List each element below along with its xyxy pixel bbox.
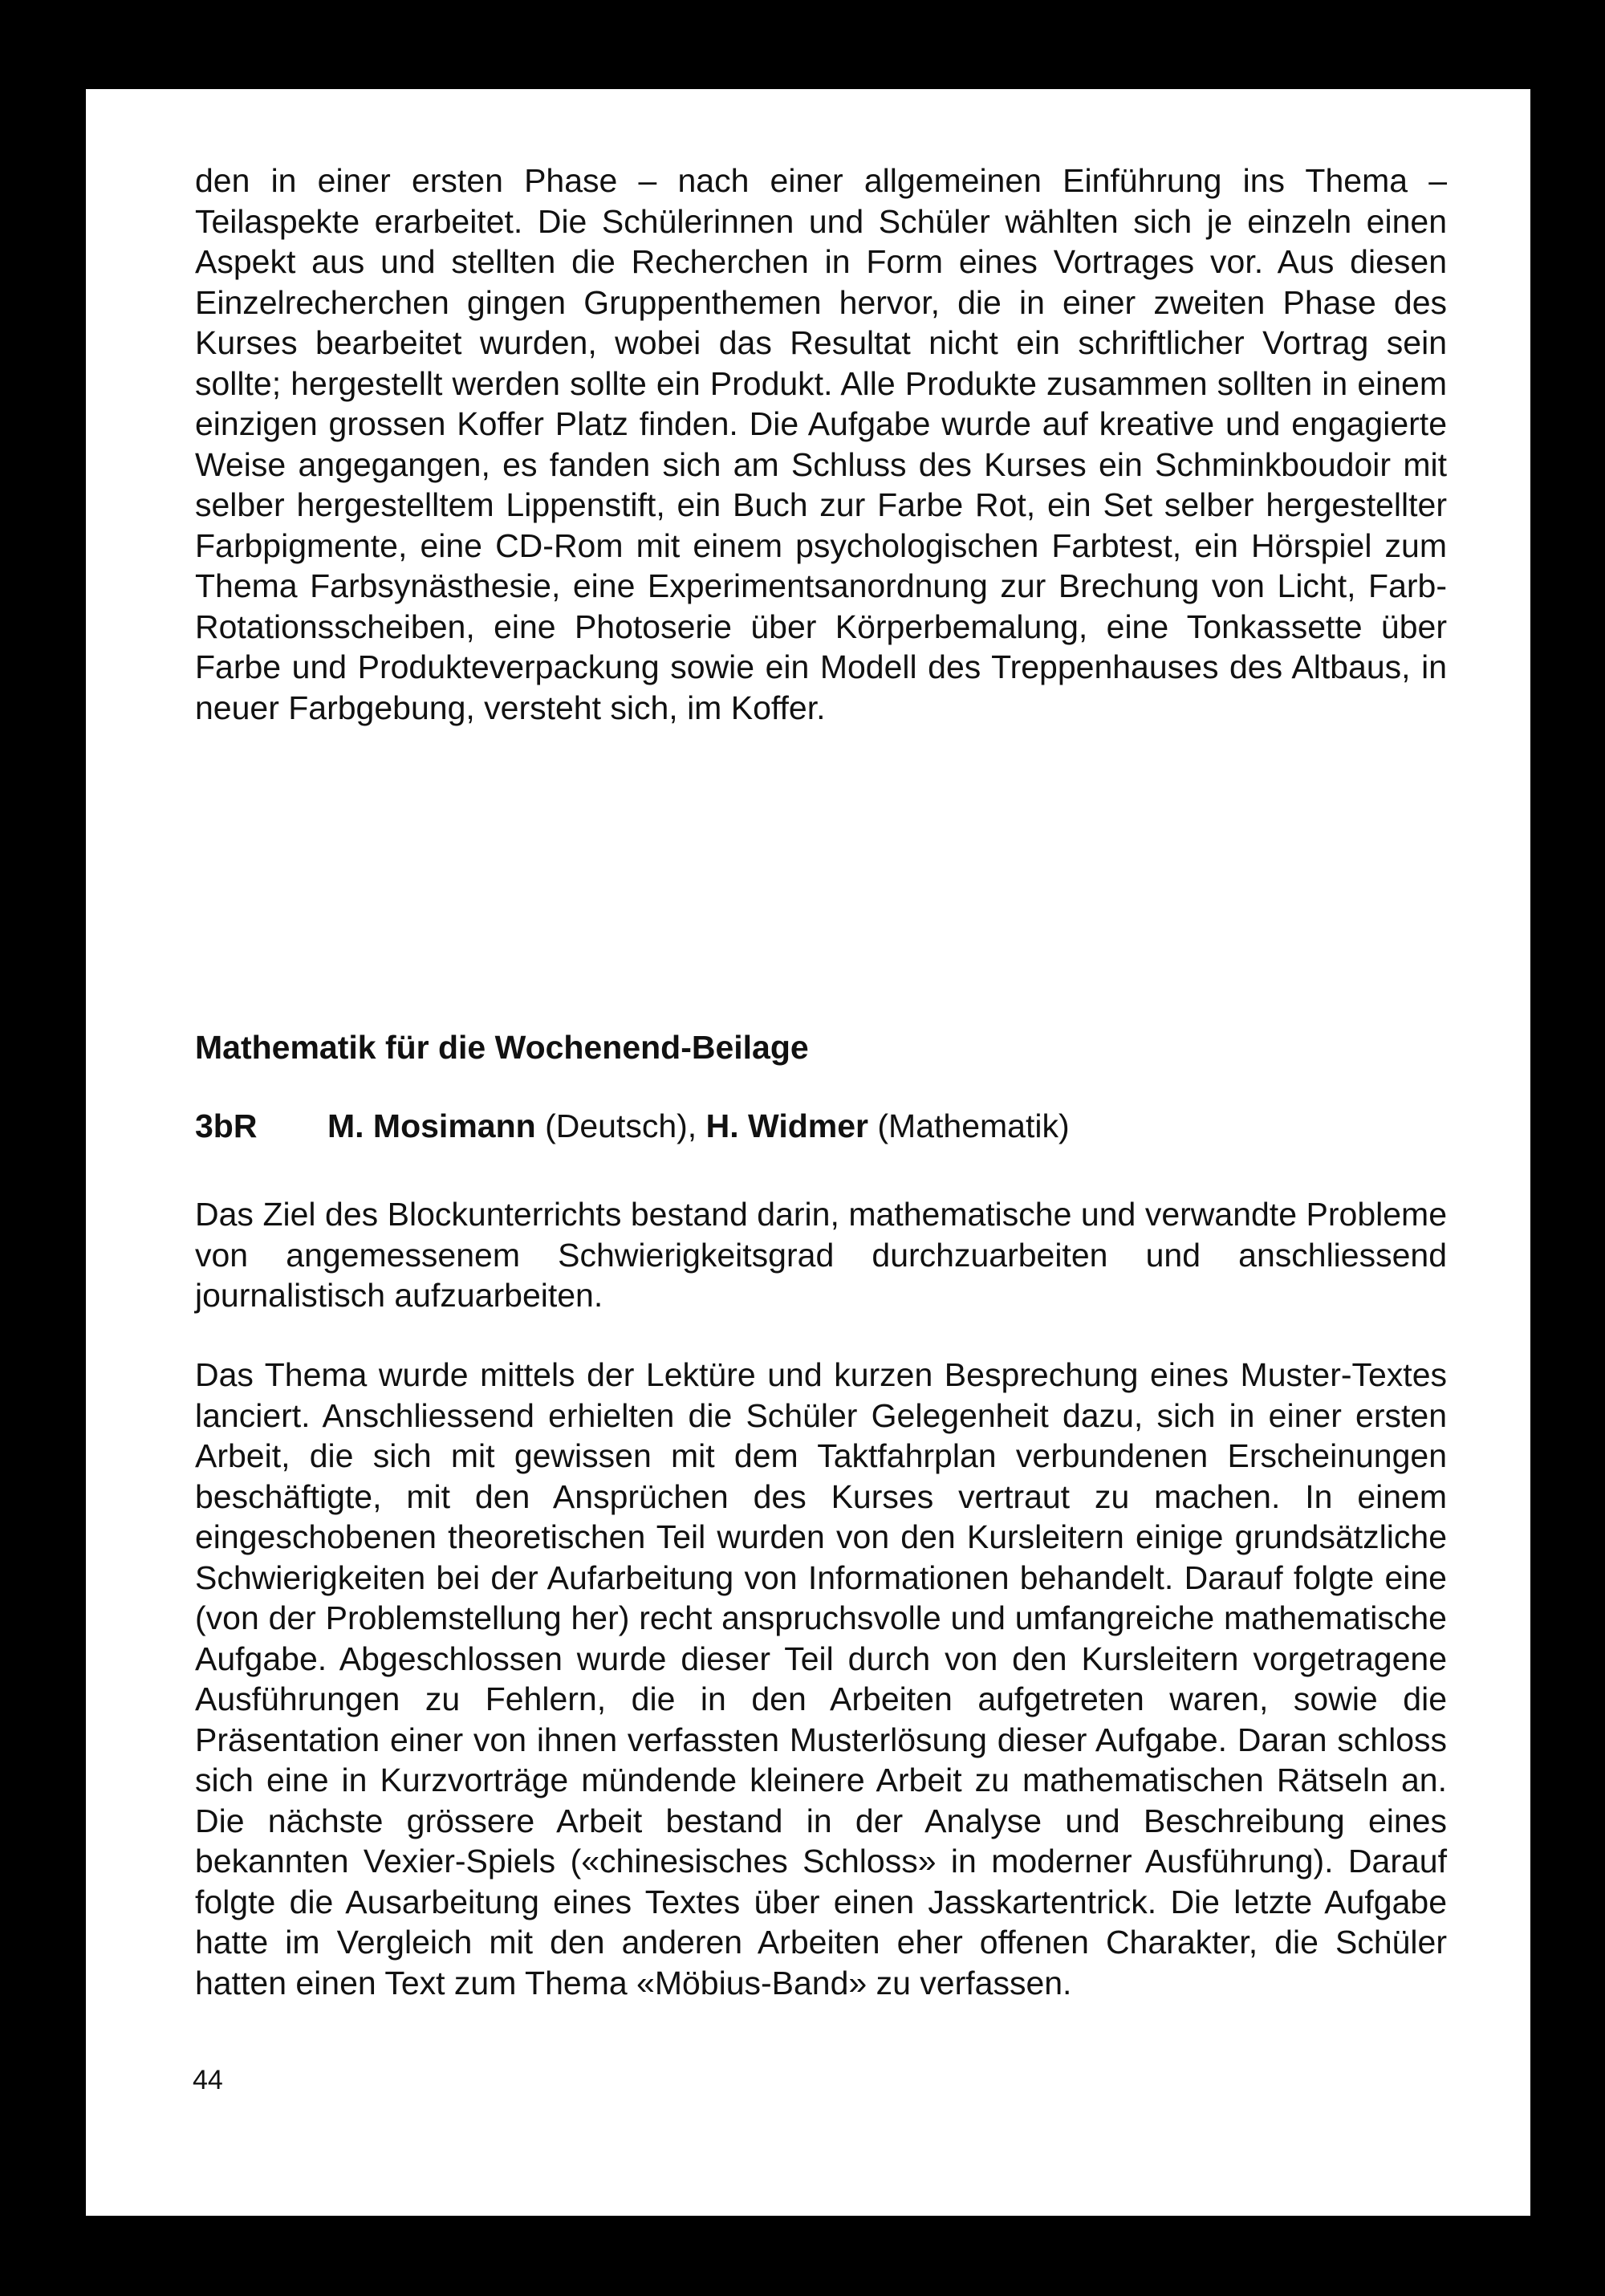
class-line (195, 1106, 1070, 1146)
paragraph-1: den in einer ersten Phase – nach einer allgemeinen Einführung ins Thema – Teilaspekte erarbeitet. Die Schülerinnen und Schüler wählten sich je einzeln einen Aspekt aus und stellten die Recherchen in Form eines Vortrages vor. Aus diesen Einzelrecherchen gingen Gruppenthemen hervor, die in einer zweiten Phase des Kurses bearbeitet wurden, wobei das Resultat nicht ein schriftlicher Vortrag sein sollte; hergestellt werden sollte ein Produkt. Alle Produkte zusammen sollten in einem einzigen grossen Koffer Platz finden. Die Aufgabe wurde auf kreative und engagierte Weise angegangen, es fanden sich am Schluss des Kurses ein Schminkboudoir mit selber hergestelltem Lippenstift, ein Buch zur Farbe Rot, ein Set selber hergestellter Farbpigmente, eine CD-Rom mit einem psychologischen Farbtest, ein Hörspiel zum Thema Farbsynästhesie, eine Experimentsanordnung zur Brechung von Licht, Farb-Rotationsscheiben, eine Photoserie über Körperbemalung, eine Tonkassette über Farbe und Produkteverpackung sowie ein Modell des Treppenhauses des Altbaus, in neuer Farbgebung, versteht sich, im Koffer. (195, 162, 1447, 726)
page-number: 44 (193, 2065, 223, 2095)
teacher-2-subject: (Mathematik) (877, 1107, 1070, 1144)
teacher-2-name: H. Widmer (705, 1107, 868, 1144)
page-content (195, 161, 1447, 2001)
teacher-1-name: M. Mosimann (327, 1107, 536, 1144)
class-code: 3bR (195, 1107, 258, 1144)
teacher-1-subject: (Deutsch), (545, 1107, 697, 1144)
section-heading: Mathematik für die Wochenend-Beilage (195, 1029, 809, 1066)
paragraph-2: Das Ziel des Blockunterrichts bestand darin, mathematische und verwandte Probleme von angemessenem Schwierigkeitsgrad durchzuarbeiten und anschliessend journalistisch aufzuarbeiten. (195, 1196, 1447, 1314)
paragraph-3: Das Thema wurde mittels der Lektüre und kurzen Besprechung eines Muster-Textes lanciert. Anschliessend erhielten die Schüler Gelegenheit dazu, sich in einer ersten Arbeit, die sich mit gewissen mit dem Taktfahrplan verbundenen Erscheinungen beschäftigte, mit den Ansprüchen des Kurses vertraut zu machen. In einem eingeschobenen theoretischen Teil wurden von den Kursleitern einige grundsätzliche Schwierigkeiten bei der Aufarbeitung von Informationen behandelt. Darauf folgte eine (von der Problemstellung her) recht anspruchsvolle und umfangreiche mathematische Aufgabe. Abgeschlossen wurde dieser Teil durch von den Kursleitern vorgetragene Ausführungen zu Fehlern, die in den Arbeiten aufgetreten waren, sowie die Präsentation einer von ihnen verfassten Musterlösung dieser Aufgabe. Daran schloss sich eine in Kurzvorträge mündende kleinere Arbeit zu mathematischen Rätseln an. Die nächste grössere Arbeit bestand in der Analyse und Beschreibung eines bekannten Vexier-Spiels («chinesisches Schloss» in moderner Ausführung). Darauf folgte die Ausarbeitung eines Textes über einen Jasskartentrick. Die letzte Aufgabe hatte im Vergleich mit den anderen Arbeiten eher offenen Charakter, die Schüler hatten einen Text zum Thema «Möbius-Band» zu verfassen. (195, 1356, 1447, 2001)
